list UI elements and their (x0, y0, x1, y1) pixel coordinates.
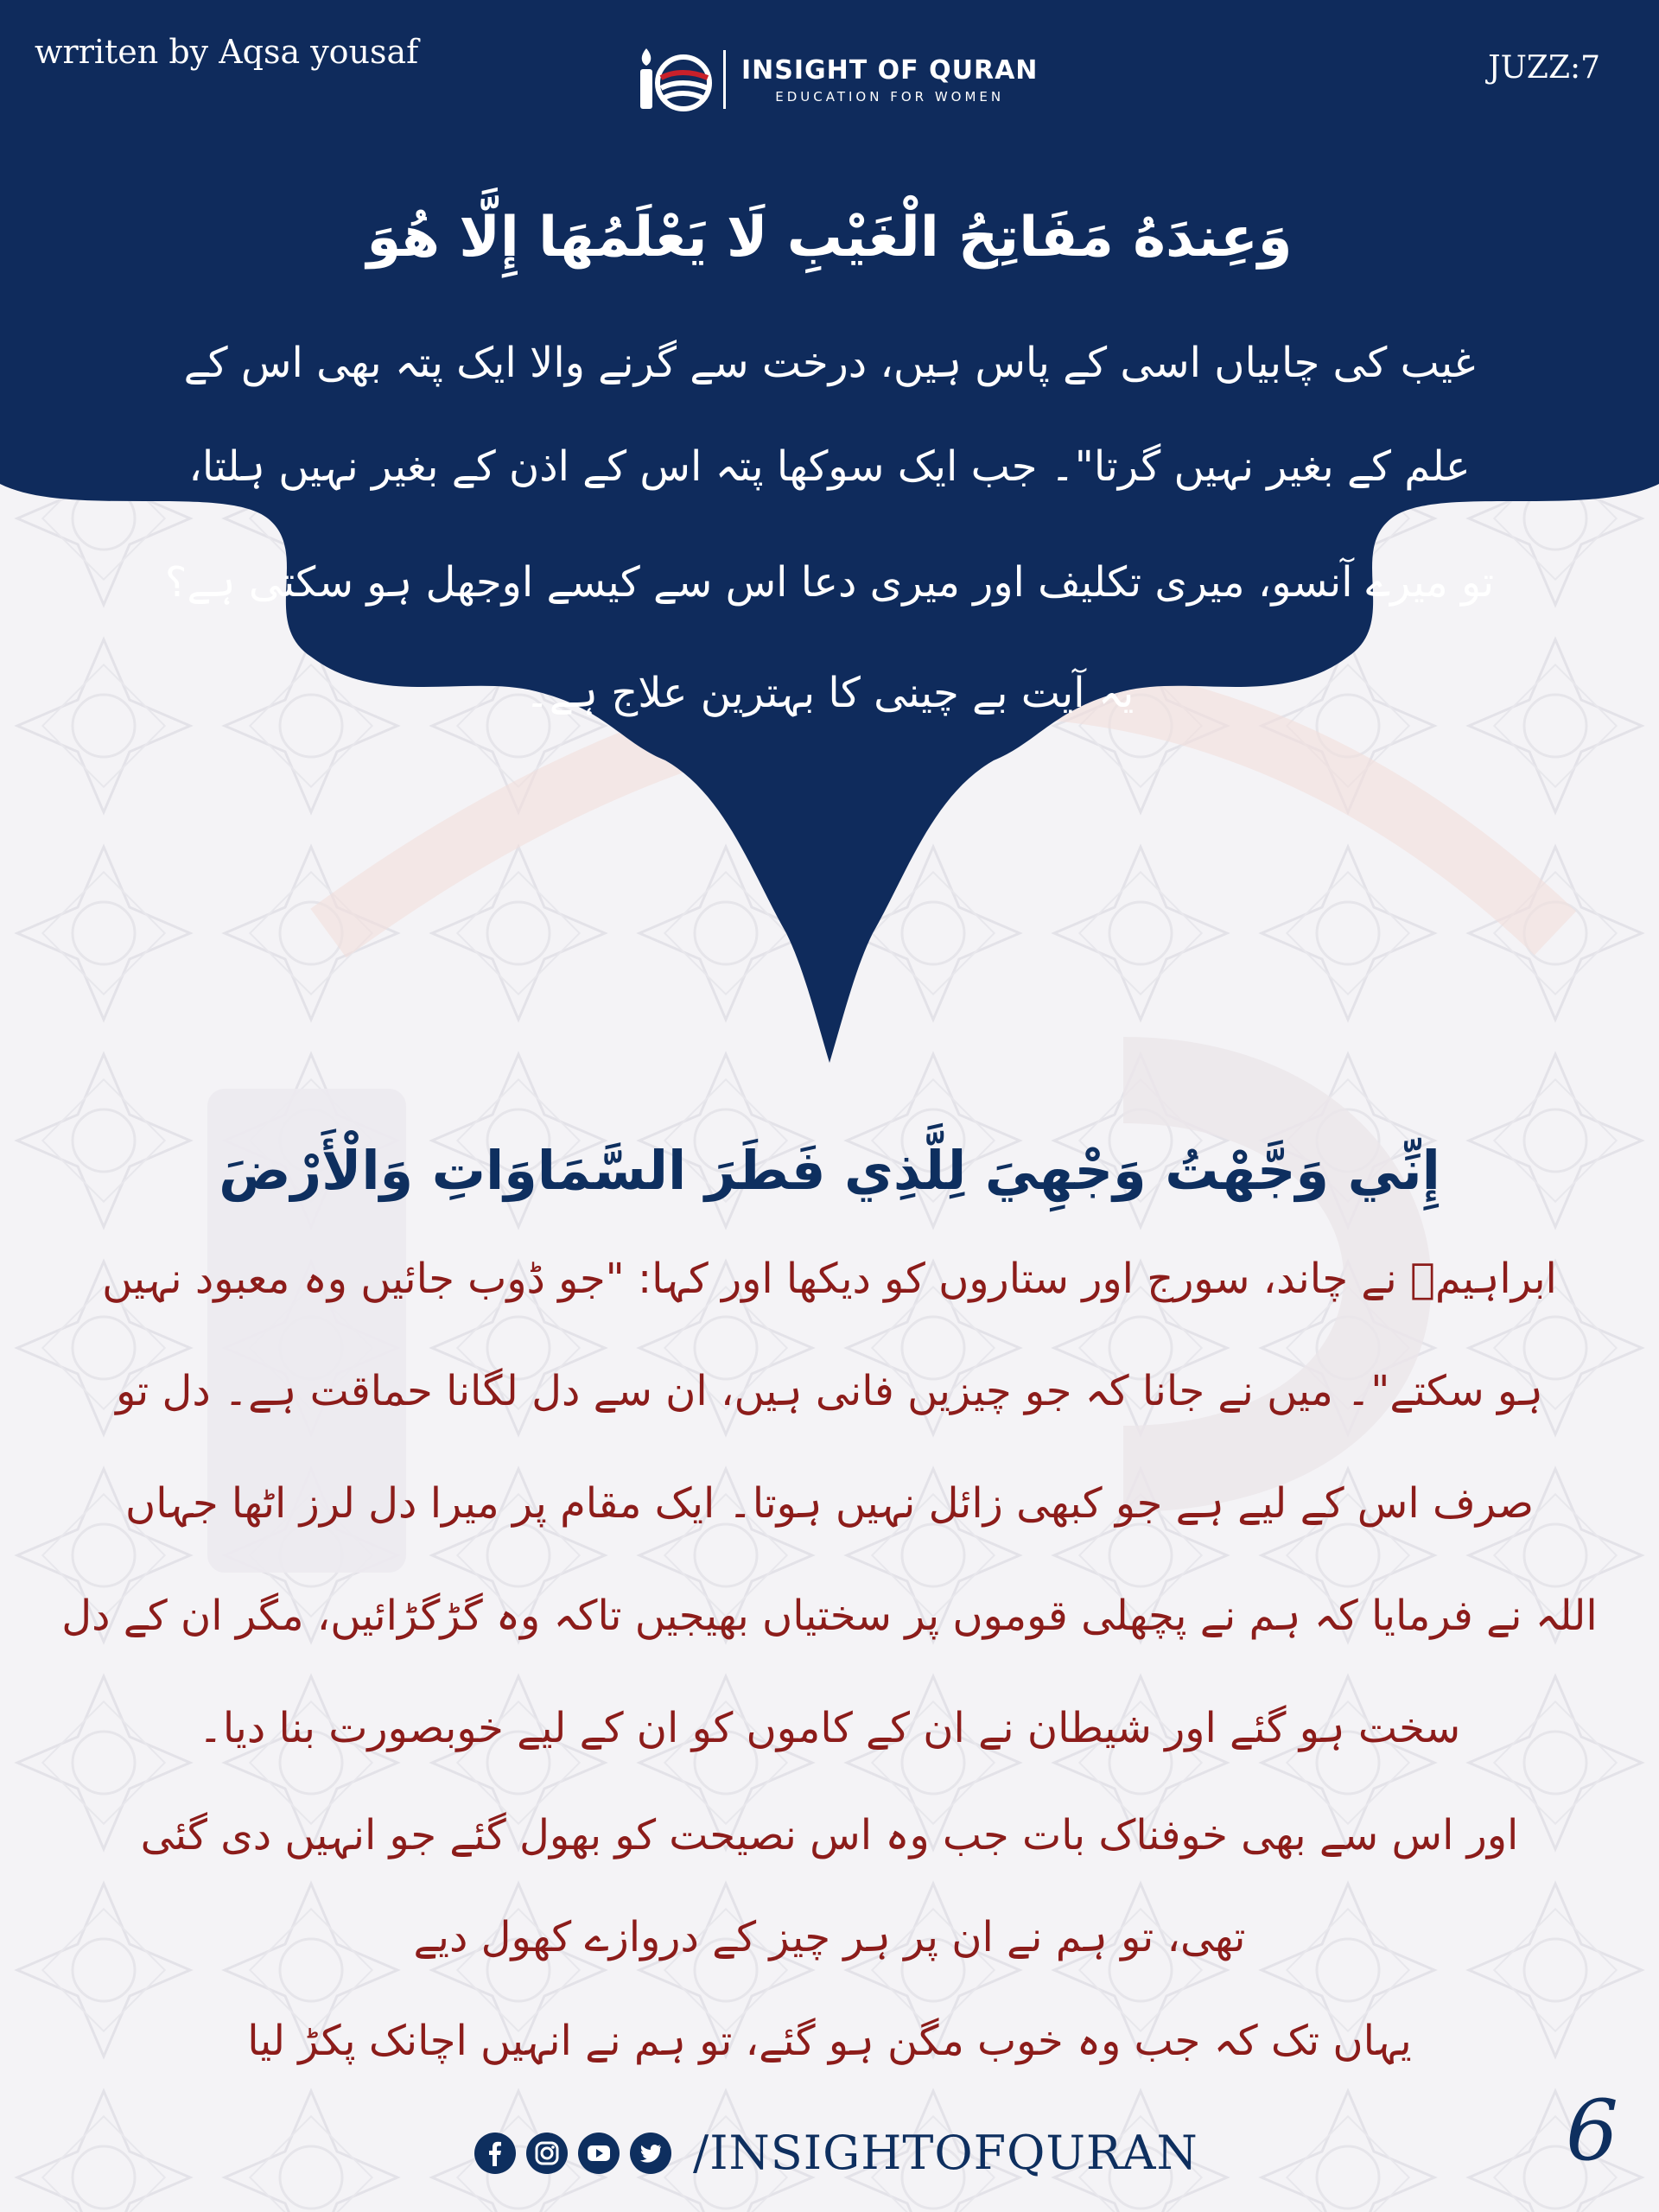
urdu-line-2: علم کے بغیر نہیں گرتا"۔ جب ایک سوکھا پتہ اس کے اذن کے بغیر نہیں ہلتا، (188, 442, 1471, 491)
urdu-paragraph-line-2: ہو سکتے"۔ میں نے جانا کہ جو چیزیں فانی ہیں، ان سے دل لگانا حماقت ہے۔ دل تو (116, 1367, 1543, 1415)
twitter-icon[interactable] (629, 2132, 672, 2175)
brand-logo-icon (635, 45, 713, 114)
social-links (474, 2126, 1198, 2180)
page-number: 6 (1566, 2082, 1619, 2179)
facebook-icon[interactable] (474, 2132, 517, 2175)
verse-heading-2: إِنِّي وَجَّهْتُ وَجْهِيَ لِلَّذِي فَطَرَ السَّمَاوَاتِ وَالْأَرْضَ (219, 1139, 1440, 1202)
urdu-paragraph-line-1: ابراہیمؑ نے چاند، سورج اور ستاروں کو دیکھا اور کہا: "جو ڈوب جائیں وہ معبود نہیں (102, 1255, 1557, 1303)
youtube-icon[interactable] (577, 2132, 620, 2175)
instagram-icon[interactable] (525, 2132, 569, 2175)
urdu-paragraph-line-7: تھی، تو ہم نے ان پر ہر چیز کے دروازے کھول دیے (413, 1913, 1246, 1961)
header-banner (0, 0, 1659, 1071)
brand-divider (723, 50, 726, 109)
social-handle[interactable]: /INSIGHTOFQURAN (693, 2126, 1198, 2180)
urdu-line-3: تو میرے آنسو، میری تکلیف اور میری دعا اس سے کیسے اوجھل ہو سکتی ہے؟ (164, 558, 1495, 607)
brand-name: INSIGHT OF QURAN (741, 54, 1039, 86)
urdu-paragraph-line-4: اللہ نے فرمایا کہ ہم نے پچھلی قوموں پر سختیاں بھیجیں تاکہ وہ گڑگڑائیں، مگر ان کے دل (61, 1592, 1598, 1640)
juzz-label: JUZZ:7 (1488, 50, 1600, 86)
brand-tagline: EDUCATION FOR WOMEN (775, 88, 1005, 105)
urdu-paragraph-line-5: سخت ہو گئے اور شیطان نے ان کے کاموں کو ان کے لیے خوبصورت بنا دیا۔ (198, 1704, 1461, 1752)
verse-heading-1: وَعِندَهُ مَفَاتِحُ الْغَيْبِ لَا يَعْلَمُهَا إِلَّا هُوَ (366, 206, 1293, 270)
author-credit: wrriten by Aqsa yousaf (35, 33, 419, 71)
urdu-paragraph-line-8: یہاں تک کہ جب وہ خوب مگن ہو گئے، تو ہم نے انہیں اچانک پکڑ لیا (247, 2017, 1412, 2065)
urdu-paragraph-line-6: اور اس سے بھی خوفناک بات جب وہ اس نصیحت کو بھول گئے جو انہیں دی گئی (140, 1811, 1519, 1859)
brand-header (635, 45, 1038, 114)
urdu-line-1: غیب کی چابیاں اسی کے پاس ہیں، درخت سے گرنے والا ایک پتہ بھی اس کے (183, 339, 1476, 387)
urdu-line-4: یہ آیت بے چینی کا بہترین علاج ہے۔ (524, 669, 1135, 717)
urdu-paragraph-line-3: صرف اس کے لیے ہے جو کبھی زائل نہیں ہوتا۔ ایک مقام پر میرا دل لرز اٹھا جہاں (125, 1479, 1534, 1528)
